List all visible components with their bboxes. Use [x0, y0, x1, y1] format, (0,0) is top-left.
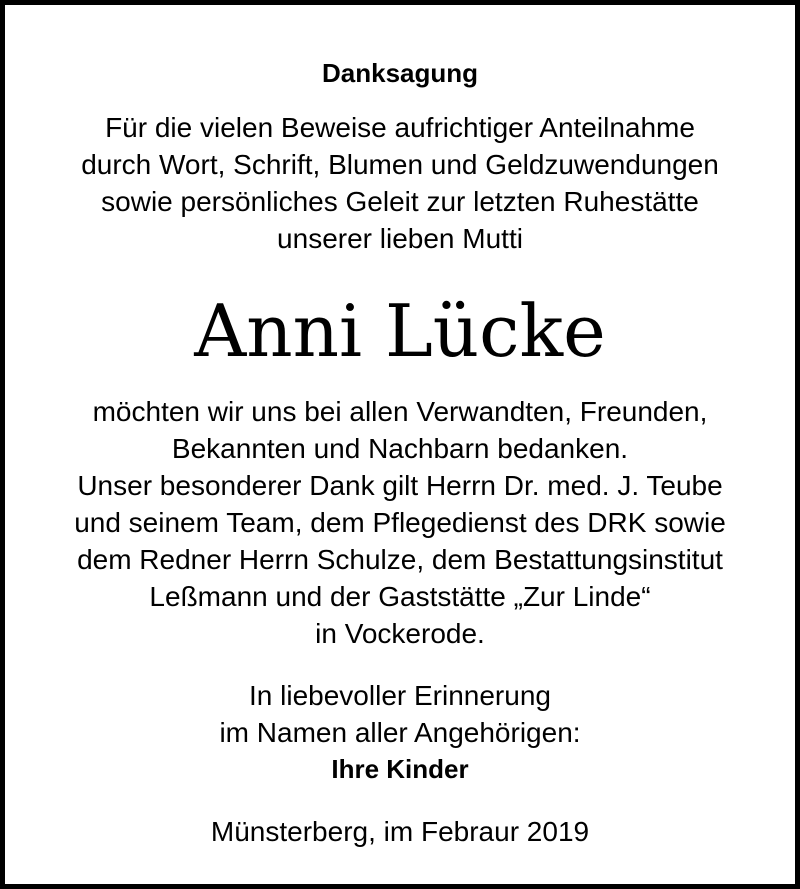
closing-line: im Namen aller Angehörigen:: [219, 717, 581, 748]
thanks-line: und seinem Team, dem Pflegedienst des DRK sowie: [74, 507, 726, 538]
intro-paragraph: [5, 109, 795, 257]
intro-line: durch Wort, Schrift, Blumen und Geldzuwendungen: [81, 149, 719, 180]
thanks-line: dem Redner Herrn Schulze, dem Bestattungsinstitut: [77, 544, 723, 575]
thanks-line: möchten wir uns bei allen Verwandten, Freunden,: [92, 396, 708, 427]
thanks-line: in Vockerode.: [315, 618, 485, 649]
thanks-paragraph: [5, 393, 795, 652]
intro-line: unserer lieben Mutti: [277, 223, 523, 254]
thanks-line: Leßmann und der Gaststätte „Zur Linde“: [149, 581, 651, 612]
intro-line: sowie persönliches Geleit zur letzten Ruhestätte: [101, 186, 699, 217]
closing-paragraph: [5, 677, 795, 788]
closing-line: In liebevoller Erinnerung: [249, 680, 551, 711]
deceased-name: Anni Lücke: [194, 289, 606, 373]
place-date: Münsterberg, im Febraur 2019: [210, 816, 590, 847]
signature: Ihre Kinder: [331, 754, 469, 784]
thanks-line: Unser besonderer Dank gilt Herrn Dr. med. J. Teube: [77, 470, 723, 501]
thanks-line: Bekannten und Nachbarn bedanken.: [171, 433, 629, 464]
intro-line: Für die vielen Beweise aufrichtiger Anteilnahme: [105, 112, 695, 143]
notice-heading: Danksagung: [321, 58, 479, 88]
